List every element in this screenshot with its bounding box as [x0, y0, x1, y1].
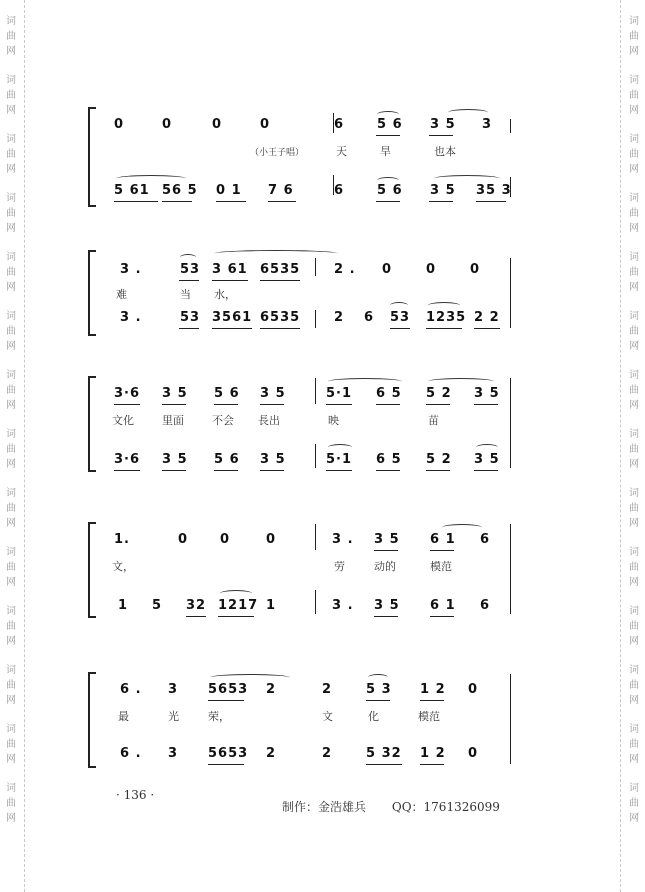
acc-note: 7 6 — [268, 183, 294, 198]
acc-note: 5·1 — [326, 452, 353, 467]
watermark-stamp: 词 曲 网 — [6, 311, 16, 352]
lyric: 映 — [328, 414, 339, 427]
underline — [114, 404, 140, 405]
voice-note: 0 — [220, 532, 231, 547]
voice-note: 1 2 — [420, 682, 446, 697]
slur — [180, 254, 196, 261]
underline — [214, 470, 238, 471]
lyric: 水， — [214, 288, 236, 301]
underline — [474, 404, 498, 405]
underline — [268, 201, 296, 202]
acc-note: 2 — [334, 310, 345, 325]
slur — [390, 302, 408, 309]
acc-note: 0 1 — [216, 183, 242, 198]
underline — [260, 404, 284, 405]
underline — [429, 135, 453, 136]
voice-note: 3 5 — [260, 386, 286, 401]
voice-note: 5653 — [208, 682, 249, 697]
slur — [328, 378, 402, 385]
lyric: 長出 — [258, 414, 280, 427]
acc-note: 5 — [152, 598, 163, 613]
watermark-stamp: 词 曲 网 — [6, 134, 16, 175]
page-number: · 136 · — [116, 788, 155, 802]
underline — [376, 201, 400, 202]
voice-note: 3 . — [332, 532, 354, 547]
underline — [366, 700, 390, 701]
watermark-stamp: 词 曲 网 — [629, 488, 639, 529]
voice-note: 3 — [482, 117, 493, 132]
voice-note: 0 — [178, 532, 189, 547]
underline — [162, 201, 192, 202]
voice-note: 0 — [468, 682, 479, 697]
watermark-stamp: 词 曲 网 — [629, 75, 639, 116]
voice-note: 6 5 — [376, 386, 402, 401]
acc-note: 3 5 — [474, 452, 500, 467]
voice-note: 6 — [480, 532, 491, 547]
underline — [390, 328, 410, 329]
watermark-stamp: 词 曲 网 — [629, 252, 639, 293]
lyric: 文， — [112, 560, 134, 573]
lyric: 当 — [180, 288, 191, 301]
barline — [315, 590, 316, 614]
acc-note: 35 3 — [476, 183, 512, 198]
acc-note: 1 2 — [420, 746, 446, 761]
voice-note: 5 6 — [377, 117, 403, 132]
underline — [114, 201, 158, 202]
watermark-stamp: 词 曲 网 — [629, 606, 639, 647]
lyric: 荣， — [208, 710, 230, 723]
acc-note: 6 1 — [430, 598, 456, 613]
slur — [476, 444, 498, 451]
lyric: 天 — [336, 145, 347, 158]
lyric: 不会 — [212, 414, 234, 427]
acc-note: 2 — [266, 746, 277, 761]
acc-note: 6 — [364, 310, 375, 325]
voice-note: 3·6 — [114, 386, 141, 401]
voice-note: 5 6 — [214, 386, 240, 401]
voice-note: 2 . — [334, 262, 356, 277]
system-brace — [88, 376, 96, 472]
underline — [374, 616, 398, 617]
watermark-stamp: 词 曲 网 — [6, 370, 16, 411]
voice-note: 6 1 — [430, 532, 456, 547]
acc-note: 5 6 — [214, 452, 240, 467]
lyric: 最 — [118, 710, 129, 723]
underline — [326, 470, 352, 471]
underline — [366, 764, 402, 765]
acc-note: 6 — [480, 598, 491, 613]
acc-note: 5 61 — [114, 183, 150, 198]
barline — [510, 119, 511, 133]
lyric: 文化 — [112, 414, 134, 427]
voice-note: 6 — [334, 117, 345, 132]
underline — [179, 328, 199, 329]
lyric: 动的 — [374, 560, 396, 573]
lyric: 劳 — [334, 560, 345, 573]
watermark-stamp: 词 曲 网 — [6, 488, 16, 529]
acc-note: 0 — [468, 746, 479, 761]
acc-note: 3 5 — [430, 183, 456, 198]
underline — [162, 404, 186, 405]
credit-line — [282, 798, 500, 815]
voice-note: 0 — [114, 117, 125, 132]
watermark-stamp: 词 曲 网 — [629, 429, 639, 470]
underline — [114, 470, 140, 471]
underline — [212, 328, 252, 329]
slur — [377, 111, 399, 118]
system-brace — [88, 250, 96, 336]
underline — [260, 470, 284, 471]
slur — [428, 302, 460, 309]
underline — [374, 550, 398, 551]
slur — [328, 444, 352, 451]
left-border-dashes — [24, 0, 25, 892]
barline — [510, 674, 511, 764]
underline — [376, 470, 400, 471]
acc-note: 3·6 — [114, 452, 141, 467]
acc-note: 1217 — [218, 598, 259, 613]
voice-note: 0 — [266, 532, 277, 547]
lyric: 模范 — [418, 710, 440, 723]
watermark-stamp: 词 曲 网 — [629, 665, 639, 706]
underline — [186, 616, 206, 617]
voice-note: 2 — [266, 682, 277, 697]
underline — [208, 764, 244, 765]
acc-note: 5653 — [208, 746, 249, 761]
underline — [474, 470, 498, 471]
slur — [368, 674, 388, 681]
voice-note: 3 5 — [430, 117, 456, 132]
left-watermark — [0, 0, 22, 892]
watermark-stamp: 词 曲 网 — [629, 311, 639, 352]
score-system-3 — [90, 372, 520, 472]
underline — [420, 700, 444, 701]
barline — [510, 524, 511, 614]
barline — [315, 258, 316, 276]
right-watermark — [623, 0, 645, 892]
acc-note: 5 32 — [366, 746, 402, 761]
acc-note: 1 — [118, 598, 129, 613]
voice-note: 0 — [212, 117, 223, 132]
credit-qq: QQ：1761326099 — [391, 800, 500, 814]
barline — [510, 378, 511, 468]
voice-note: 53 — [180, 262, 201, 277]
voice-note: 0 — [426, 262, 437, 277]
watermark-stamp: 词 曲 网 — [6, 16, 16, 57]
slur — [210, 674, 290, 681]
system-brace — [88, 107, 96, 207]
lyric: 文 — [322, 710, 333, 723]
underline — [208, 700, 244, 701]
underline — [179, 280, 199, 281]
barline — [315, 310, 316, 328]
underline — [260, 280, 300, 281]
lyric: 旱 — [380, 145, 391, 158]
score-system-2 — [90, 248, 520, 338]
slur — [377, 177, 399, 184]
score-system-5 — [90, 668, 520, 768]
acc-note: 5 2 — [426, 452, 452, 467]
score-system-4 — [90, 518, 520, 618]
watermark-stamp: 词 曲 网 — [6, 547, 16, 588]
acc-note: 53 — [390, 310, 411, 325]
watermark-stamp: 词 曲 网 — [629, 134, 639, 175]
underline — [214, 404, 238, 405]
barline — [315, 524, 316, 550]
watermark-stamp: 词 曲 网 — [629, 547, 639, 588]
watermark-stamp: 词 曲 网 — [6, 75, 16, 116]
voice-note: 3 61 — [212, 262, 248, 277]
underline — [429, 201, 453, 202]
acc-note: 5 6 — [377, 183, 403, 198]
watermark-stamp: 词 曲 网 — [629, 16, 639, 57]
underline — [426, 328, 462, 329]
voice-note: 3 5 — [162, 386, 188, 401]
voice-note: 0 — [260, 117, 271, 132]
lyric: 里面 — [162, 414, 184, 427]
right-border-dashes — [620, 0, 621, 892]
watermark-stamp: 词 曲 网 — [6, 783, 16, 824]
underline — [216, 201, 246, 202]
underline — [326, 404, 352, 405]
watermark-stamp: 词 曲 网 — [629, 193, 639, 234]
watermark-stamp: 词 曲 网 — [6, 665, 16, 706]
barline — [315, 378, 316, 404]
acc-note: 6535 — [260, 310, 301, 325]
underline — [426, 470, 450, 471]
underline — [476, 201, 506, 202]
voice-note: 0 — [382, 262, 393, 277]
acc-note: 3 . — [332, 598, 354, 613]
acc-note: 3 5 — [374, 598, 400, 613]
score-system-1 — [90, 105, 520, 205]
slur — [220, 590, 252, 597]
underline — [420, 764, 444, 765]
slur — [116, 175, 186, 182]
watermark-stamp: 词 曲 网 — [629, 783, 639, 824]
slur — [442, 524, 482, 531]
voice-note: 1. — [114, 532, 130, 547]
lyric: 化 — [368, 710, 379, 723]
voice-note: 6535 — [260, 262, 301, 277]
acc-note: 53 — [180, 310, 201, 325]
underline — [376, 404, 400, 405]
acc-note: 2 2 — [474, 310, 500, 325]
underline — [212, 280, 248, 281]
credit-name: 金浩雄兵 — [318, 800, 367, 814]
lyric: 光 — [168, 710, 179, 723]
underline — [430, 616, 454, 617]
watermark-stamp: 词 曲 网 — [6, 724, 16, 765]
system-brace — [88, 522, 96, 618]
slur — [428, 378, 494, 385]
underline — [376, 135, 400, 136]
lyric: 模范 — [430, 560, 452, 573]
voice-note: 5 2 — [426, 386, 452, 401]
underline — [260, 328, 300, 329]
voice-note: 5·1 — [326, 386, 353, 401]
underline — [218, 616, 254, 617]
acc-note: 6 . — [120, 746, 142, 761]
acc-note: 32 — [186, 598, 207, 613]
voice-note: 3 5 — [374, 532, 400, 547]
lyric: 难 — [116, 288, 127, 301]
watermark-stamp: 词 曲 网 — [629, 724, 639, 765]
slur — [434, 175, 500, 182]
acc-note: 1235 — [426, 310, 467, 325]
voice-note: 3 . — [120, 262, 142, 277]
watermark-stamp: 词 曲 网 — [6, 193, 16, 234]
acc-note: 3 5 — [162, 452, 188, 467]
lyric: 苗 — [428, 414, 439, 427]
acc-note: 56 5 — [162, 183, 198, 198]
acc-note: 3 5 — [260, 452, 286, 467]
lyric: 也本 — [434, 145, 456, 158]
voice-note: 5 3 — [366, 682, 392, 697]
watermark-stamp: 词 曲 网 — [629, 370, 639, 411]
underline — [474, 328, 500, 329]
underline — [426, 404, 450, 405]
voice-note: 0 — [470, 262, 481, 277]
acc-note: 6 — [334, 183, 345, 198]
system-brace — [88, 672, 96, 768]
underline — [162, 470, 186, 471]
acc-note: 2 — [322, 746, 333, 761]
acc-note: 3561 — [212, 310, 253, 325]
voice-note: 2 — [322, 682, 333, 697]
acc-note: 3 . — [120, 310, 142, 325]
credit-label: 制作： — [282, 800, 319, 814]
watermark-stamp: 词 曲 网 — [6, 606, 16, 647]
barline — [315, 444, 316, 468]
slur — [448, 109, 488, 116]
watermark-stamp: 词 曲 网 — [6, 429, 16, 470]
acc-note: 3 — [168, 746, 179, 761]
voice-note: 3 — [168, 682, 179, 697]
voice-note: 6 . — [120, 682, 142, 697]
voice-note: 0 — [162, 117, 173, 132]
voice-note: 3 5 — [474, 386, 500, 401]
watermark-stamp: 词 曲 网 — [6, 252, 16, 293]
slur — [214, 250, 338, 257]
barline — [510, 258, 511, 328]
acc-note: 6 5 — [376, 452, 402, 467]
acc-note: 1 — [266, 598, 277, 613]
lyric: （小王子唱） — [250, 148, 305, 158]
underline — [430, 550, 454, 551]
